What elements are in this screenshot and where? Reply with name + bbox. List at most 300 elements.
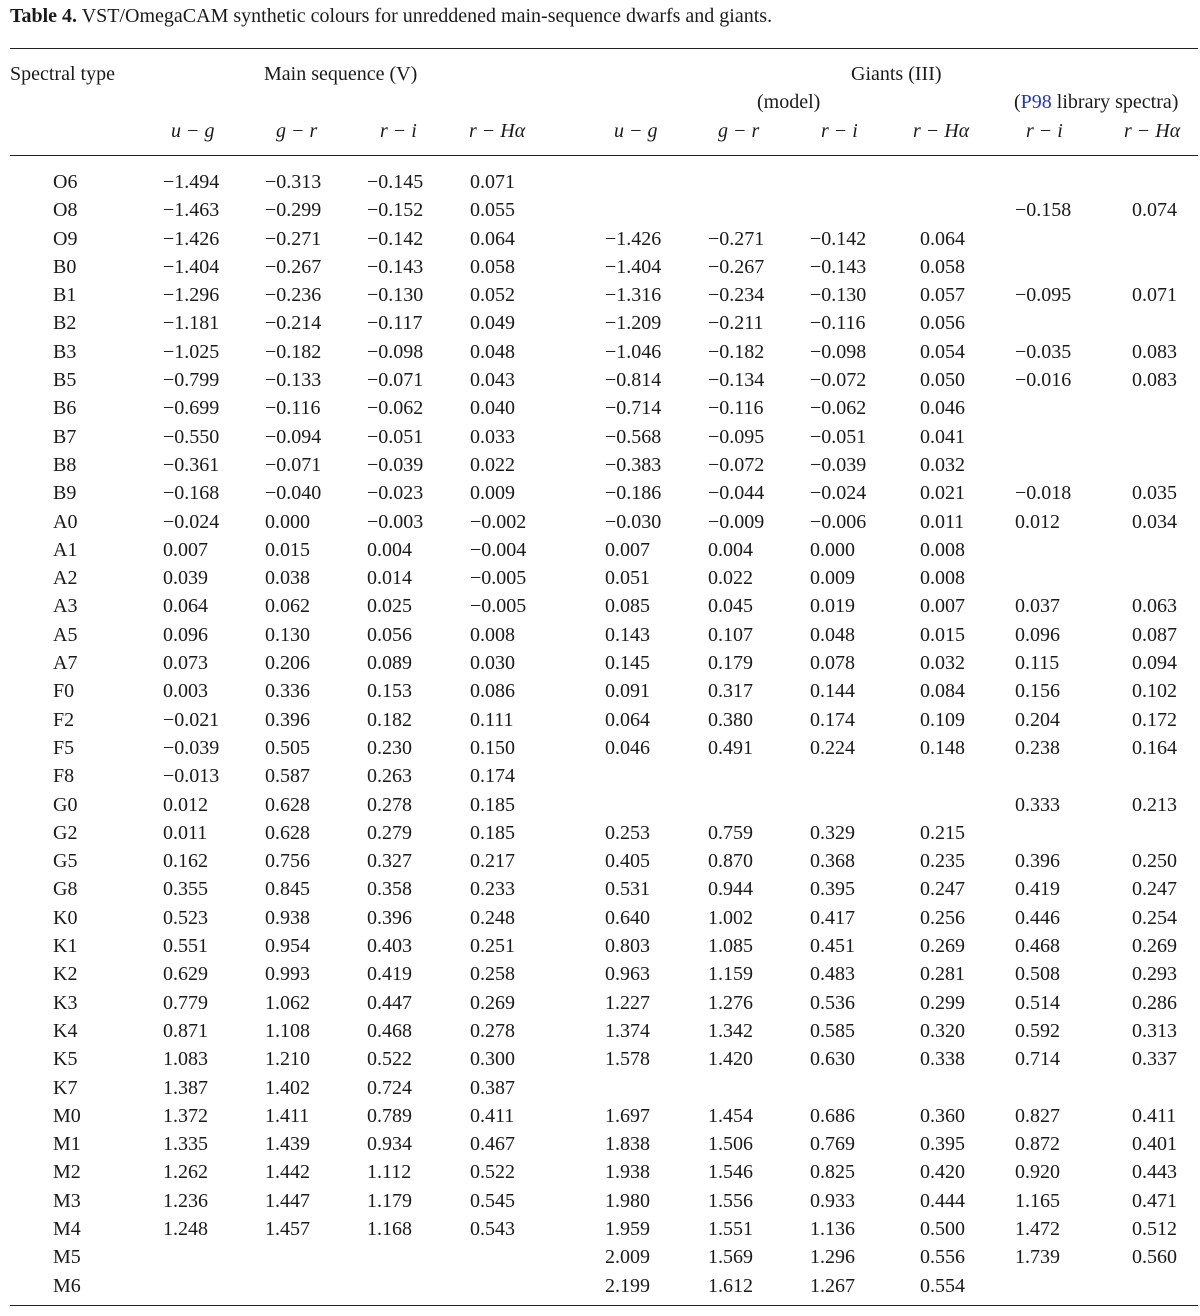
cell-library-r-halpha: 0.443 — [1132, 1161, 1177, 1184]
cell-ms-r-halpha: 0.086 — [470, 680, 515, 703]
cell-giants-u-g: 1.938 — [605, 1161, 650, 1184]
cell-giants-r-halpha: 0.395 — [920, 1133, 965, 1156]
table-row — [0, 309, 1200, 337]
cell-library-r-i: −0.158 — [1015, 199, 1072, 222]
cell-giants-u-g: 0.145 — [605, 652, 650, 675]
cell-library-r-halpha: 0.269 — [1132, 935, 1177, 958]
cell-ms-u-g: 0.011 — [163, 821, 208, 844]
cell-library-r-i: 0.037 — [1015, 595, 1060, 618]
table-label: Table 4. — [10, 5, 78, 27]
cell-giants-r-i: 0.585 — [810, 1019, 855, 1042]
cell-ms-r-halpha: 0.033 — [470, 425, 515, 448]
table-caption — [10, 4, 1190, 28]
p98-library-text: library spectra) — [1051, 91, 1179, 113]
table-row — [0, 1158, 1200, 1186]
cell-library-r-halpha: 0.071 — [1132, 284, 1177, 307]
cell-ms-g-r: −0.214 — [265, 312, 322, 335]
p98-citation-link[interactable]: P98 — [1020, 91, 1052, 113]
table-row — [0, 762, 1200, 790]
cell-giants-g-r: −0.234 — [708, 284, 765, 307]
table-row — [0, 564, 1200, 592]
cell-ms-r-halpha: 0.064 — [470, 227, 515, 250]
header-spectral-type: Spectral type — [10, 63, 115, 85]
cell-giants-r-halpha: 0.269 — [920, 935, 965, 958]
cell-ms-u-g: −0.039 — [163, 736, 220, 759]
subheader-library-r-i: r − i — [1026, 120, 1063, 142]
cell-giants-r-halpha: 0.247 — [920, 878, 965, 901]
cell-ms-r-i: −0.117 — [367, 312, 423, 335]
cell-ms-r-halpha: 0.049 — [470, 312, 515, 335]
table-row — [0, 225, 1200, 253]
cell-giants-r-halpha: 0.021 — [920, 482, 965, 505]
top-rule — [10, 48, 1198, 49]
cell-giants-u-g: −1.404 — [605, 255, 662, 278]
cell-ms-g-r: −0.094 — [265, 425, 322, 448]
cell-giants-r-halpha: 0.058 — [920, 255, 965, 278]
cell-ms-u-g: −0.024 — [163, 510, 220, 533]
cell-spectral-type: K1 — [53, 935, 78, 958]
cell-library-r-halpha: 0.034 — [1132, 510, 1177, 533]
cell-giants-u-g: 1.959 — [605, 1217, 650, 1240]
table-row — [0, 1074, 1200, 1102]
table-row — [0, 677, 1200, 705]
cell-ms-r-i: 0.447 — [367, 991, 412, 1014]
cell-library-r-i: 1.472 — [1015, 1217, 1060, 1240]
cell-spectral-type: A1 — [53, 538, 78, 561]
cell-library-r-halpha: 0.411 — [1132, 1104, 1177, 1127]
cell-library-r-i: 0.096 — [1015, 623, 1060, 646]
cell-giants-g-r: −0.267 — [708, 255, 765, 278]
header-rule — [10, 155, 1198, 156]
cell-ms-r-halpha: −0.005 — [470, 595, 527, 618]
cell-ms-r-halpha: 0.030 — [470, 652, 515, 675]
cell-giants-r-i: 0.536 — [810, 991, 855, 1014]
cell-giants-r-halpha: 0.011 — [920, 510, 965, 533]
cell-giants-r-halpha: 0.007 — [920, 595, 965, 618]
cell-giants-r-halpha: 0.556 — [920, 1246, 965, 1269]
cell-giants-r-halpha: 0.444 — [920, 1189, 965, 1212]
cell-giants-g-r: 0.107 — [708, 623, 753, 646]
cell-ms-g-r: 0.130 — [265, 623, 310, 646]
cell-ms-r-halpha: 0.055 — [470, 199, 515, 222]
cell-library-r-i: −0.016 — [1015, 369, 1072, 392]
cell-ms-r-halpha: 0.278 — [470, 1019, 515, 1042]
cell-ms-r-i: 0.522 — [367, 1048, 412, 1071]
cell-spectral-type: M5 — [53, 1246, 81, 1269]
cell-giants-g-r: 0.004 — [708, 538, 753, 561]
cell-giants-u-g: 1.980 — [605, 1189, 650, 1212]
table-row — [0, 281, 1200, 309]
cell-giants-r-i: 0.933 — [810, 1189, 855, 1212]
cell-giants-r-i: 0.483 — [810, 963, 855, 986]
table-row — [0, 1215, 1200, 1243]
table-row — [0, 479, 1200, 507]
cell-giants-u-g: 0.046 — [605, 736, 650, 759]
cell-ms-g-r: 0.206 — [265, 652, 310, 675]
cell-ms-u-g: 0.523 — [163, 906, 208, 929]
cell-giants-u-g: −0.030 — [605, 510, 662, 533]
cell-ms-r-i: −0.098 — [367, 340, 424, 363]
cell-giants-r-halpha: 0.056 — [920, 312, 965, 335]
table-row — [0, 366, 1200, 394]
cell-giants-r-i: 0.825 — [810, 1161, 855, 1184]
cell-giants-u-g: −0.383 — [605, 453, 662, 476]
cell-giants-g-r: −0.182 — [708, 340, 765, 363]
cell-giants-u-g: 0.064 — [605, 708, 650, 731]
subheader-ms-u-g: u − g — [171, 120, 215, 142]
cell-library-r-i: 0.827 — [1015, 1104, 1060, 1127]
cell-ms-r-i: −0.023 — [367, 482, 424, 505]
cell-library-r-halpha: 0.512 — [1132, 1217, 1177, 1240]
cell-giants-u-g: 0.143 — [605, 623, 650, 646]
cell-ms-r-halpha: −0.005 — [470, 567, 527, 590]
cell-library-r-halpha: 0.254 — [1132, 906, 1177, 929]
cell-giants-r-i: −0.130 — [810, 284, 867, 307]
cell-ms-g-r: −0.071 — [265, 453, 322, 476]
cell-ms-r-i: 0.327 — [367, 850, 412, 873]
subheader-ms-g-r: g − r — [276, 120, 318, 142]
cell-ms-g-r: −0.299 — [265, 199, 322, 222]
cell-giants-r-halpha: 0.148 — [920, 736, 965, 759]
cell-giants-r-i: 0.000 — [810, 538, 855, 561]
cell-giants-u-g: 0.405 — [605, 850, 650, 873]
cell-spectral-type: G2 — [53, 821, 78, 844]
table-row — [0, 1243, 1200, 1271]
table-row — [0, 196, 1200, 224]
cell-spectral-type: B0 — [53, 255, 77, 278]
cell-giants-u-g: 0.007 — [605, 538, 650, 561]
cell-library-r-halpha: 0.293 — [1132, 963, 1177, 986]
cell-giants-r-i: 0.686 — [810, 1104, 855, 1127]
cell-giants-g-r: −0.116 — [708, 397, 764, 420]
cell-ms-u-g: 0.629 — [163, 963, 208, 986]
cell-ms-r-i: 0.230 — [367, 736, 412, 759]
cell-ms-r-halpha: 0.251 — [470, 935, 515, 958]
subheader-giants-r-halpha: r − Hα — [913, 120, 970, 142]
cell-ms-r-halpha: 0.258 — [470, 963, 515, 986]
cell-library-r-halpha: 0.035 — [1132, 482, 1177, 505]
cell-ms-r-i: −0.152 — [367, 199, 424, 222]
cell-spectral-type: K3 — [53, 991, 78, 1014]
cell-library-r-i: 0.872 — [1015, 1133, 1060, 1156]
cell-spectral-type: F5 — [53, 736, 75, 759]
cell-giants-r-halpha: 0.420 — [920, 1161, 965, 1184]
cell-ms-g-r: 0.954 — [265, 935, 310, 958]
cell-giants-r-halpha: 0.500 — [920, 1217, 965, 1240]
cell-giants-u-g: −1.046 — [605, 340, 662, 363]
cell-library-r-i: 0.714 — [1015, 1048, 1060, 1071]
cell-ms-r-i: 1.168 — [367, 1217, 412, 1240]
cell-ms-r-halpha: 0.111 — [470, 708, 514, 731]
cell-giants-u-g: 0.963 — [605, 963, 650, 986]
cell-giants-u-g: 1.374 — [605, 1019, 650, 1042]
cell-giants-g-r: 1.551 — [708, 1217, 753, 1240]
cell-giants-u-g: 0.531 — [605, 878, 650, 901]
cell-library-r-i: 0.419 — [1015, 878, 1060, 901]
cell-spectral-type: B1 — [53, 284, 77, 307]
cell-library-r-halpha: 0.213 — [1132, 793, 1177, 816]
subheader-ms-r-halpha: r − Hα — [469, 120, 526, 142]
cell-giants-g-r: −0.271 — [708, 227, 765, 250]
cell-ms-g-r: 1.062 — [265, 991, 310, 1014]
cell-ms-u-g: −0.168 — [163, 482, 220, 505]
table-row — [0, 989, 1200, 1017]
table-row — [0, 423, 1200, 451]
cell-ms-r-i: 0.358 — [367, 878, 412, 901]
cell-ms-g-r: −0.267 — [265, 255, 322, 278]
cell-ms-g-r: 1.447 — [265, 1189, 310, 1212]
cell-library-r-i: −0.018 — [1015, 482, 1072, 505]
cell-giants-r-halpha: 0.109 — [920, 708, 965, 731]
subheader-library-r-halpha: r − Hα — [1124, 120, 1181, 142]
cell-library-r-i: 1.165 — [1015, 1189, 1060, 1212]
cell-giants-u-g: 1.838 — [605, 1133, 650, 1156]
cell-ms-r-i: 0.419 — [367, 963, 412, 986]
cell-ms-r-i: −0.039 — [367, 453, 424, 476]
cell-library-r-halpha: 0.247 — [1132, 878, 1177, 901]
cell-ms-g-r: 0.038 — [265, 567, 310, 590]
cell-giants-r-i: −0.039 — [810, 453, 867, 476]
cell-spectral-type: M2 — [53, 1161, 81, 1184]
cell-spectral-type: F2 — [53, 708, 75, 731]
cell-ms-r-i: −0.145 — [367, 171, 424, 193]
cell-ms-r-halpha: 0.052 — [470, 284, 515, 307]
cell-giants-r-i: 0.048 — [810, 623, 855, 646]
cell-ms-r-halpha: 0.248 — [470, 906, 515, 929]
cell-ms-g-r: 0.396 — [265, 708, 310, 731]
table-row — [0, 1102, 1200, 1130]
cell-ms-r-i: 0.014 — [367, 567, 412, 590]
cell-ms-u-g: 0.012 — [163, 793, 208, 816]
cell-spectral-type: G0 — [53, 793, 78, 816]
cell-giants-g-r: −0.044 — [708, 482, 765, 505]
cell-ms-u-g: 0.003 — [163, 680, 208, 703]
cell-giants-r-halpha: 0.215 — [920, 821, 965, 844]
cell-spectral-type: A2 — [53, 567, 78, 590]
cell-ms-r-halpha: 0.008 — [470, 623, 515, 646]
cell-giants-r-halpha: 0.320 — [920, 1019, 965, 1042]
cell-ms-r-i: −0.071 — [367, 369, 424, 392]
cell-ms-r-i: 0.089 — [367, 652, 412, 675]
table-row — [0, 1045, 1200, 1073]
cell-giants-g-r: 1.276 — [708, 991, 753, 1014]
table-row — [0, 791, 1200, 819]
cell-spectral-type: A5 — [53, 623, 78, 646]
cell-giants-g-r: 1.002 — [708, 906, 753, 929]
cell-giants-g-r: 1.085 — [708, 935, 753, 958]
cell-ms-g-r: 1.457 — [265, 1217, 310, 1240]
cell-library-r-halpha: 0.172 — [1132, 708, 1177, 731]
cell-giants-u-g: 1.697 — [605, 1104, 650, 1127]
cell-library-r-i: 0.468 — [1015, 935, 1060, 958]
cell-ms-r-i: 0.396 — [367, 906, 412, 929]
cell-giants-r-i: 0.174 — [810, 708, 855, 731]
cell-giants-r-halpha: 0.008 — [920, 567, 965, 590]
cell-ms-g-r: 1.439 — [265, 1133, 310, 1156]
table-body — [0, 168, 1200, 1300]
cell-giants-r-halpha: 0.084 — [920, 680, 965, 703]
cell-ms-u-g: −0.361 — [163, 453, 220, 476]
cell-giants-r-i: 0.078 — [810, 652, 855, 675]
table-row — [0, 847, 1200, 875]
cell-ms-u-g: −0.699 — [163, 397, 220, 420]
cell-spectral-type: B9 — [53, 482, 77, 505]
cell-giants-g-r: 0.759 — [708, 821, 753, 844]
cell-giants-r-i: −0.143 — [810, 255, 867, 278]
table-row — [0, 904, 1200, 932]
cell-spectral-type: M1 — [53, 1133, 81, 1156]
header-library-spectra — [1014, 90, 1178, 114]
cell-ms-r-halpha: 0.217 — [470, 850, 515, 873]
cell-giants-u-g: 0.640 — [605, 906, 650, 929]
cell-giants-r-i: 0.019 — [810, 595, 855, 618]
cell-library-r-halpha: 0.063 — [1132, 595, 1177, 618]
cell-giants-g-r: 1.546 — [708, 1161, 753, 1184]
cell-library-r-i: 0.514 — [1015, 991, 1060, 1014]
cell-giants-r-halpha: 0.015 — [920, 623, 965, 646]
cell-spectral-type: B5 — [53, 369, 77, 392]
cell-library-r-i: 1.739 — [1015, 1246, 1060, 1269]
cell-ms-u-g: 1.372 — [163, 1104, 208, 1127]
cell-ms-g-r: 0.336 — [265, 680, 310, 703]
cell-giants-u-g: 1.578 — [605, 1048, 650, 1071]
cell-giants-g-r: 0.491 — [708, 736, 753, 759]
table-row — [0, 1272, 1200, 1300]
cell-giants-r-i: 1.267 — [810, 1274, 855, 1297]
cell-giants-u-g: 0.091 — [605, 680, 650, 703]
cell-giants-g-r: −0.211 — [708, 312, 764, 335]
cell-giants-u-g: −1.316 — [605, 284, 662, 307]
cell-ms-g-r: −0.182 — [265, 340, 322, 363]
cell-ms-r-halpha: 0.150 — [470, 736, 515, 759]
table-row — [0, 1130, 1200, 1158]
cell-giants-r-halpha: 0.299 — [920, 991, 965, 1014]
cell-spectral-type: O9 — [53, 227, 78, 250]
cell-spectral-type: B7 — [53, 425, 77, 448]
cell-giants-g-r: 0.179 — [708, 652, 753, 675]
cell-giants-u-g: −0.186 — [605, 482, 662, 505]
cell-ms-u-g: −1.463 — [163, 199, 220, 222]
cell-ms-g-r: 1.108 — [265, 1019, 310, 1042]
cell-giants-r-i: 1.296 — [810, 1246, 855, 1269]
cell-ms-u-g: 1.083 — [163, 1048, 208, 1071]
cell-ms-r-halpha: 0.022 — [470, 453, 515, 476]
cell-library-r-i: 0.446 — [1015, 906, 1060, 929]
cell-library-r-halpha: 0.250 — [1132, 850, 1177, 873]
table-row — [0, 508, 1200, 536]
p98-open-paren: ( — [1014, 91, 1021, 113]
table-row — [0, 394, 1200, 422]
cell-ms-u-g: −1.181 — [163, 312, 220, 335]
cell-ms-u-g: 0.096 — [163, 623, 208, 646]
cell-giants-g-r: −0.009 — [708, 510, 765, 533]
cell-spectral-type: K5 — [53, 1048, 78, 1071]
cell-spectral-type: M6 — [53, 1274, 81, 1297]
cell-ms-g-r: 0.993 — [265, 963, 310, 986]
cell-spectral-type: M0 — [53, 1104, 81, 1127]
cell-library-r-halpha: 0.313 — [1132, 1019, 1177, 1042]
cell-giants-r-halpha: 0.554 — [920, 1274, 965, 1297]
cell-ms-r-i: −0.051 — [367, 425, 424, 448]
cell-spectral-type: F0 — [53, 680, 75, 703]
cell-ms-u-g: 1.387 — [163, 1076, 208, 1099]
cell-spectral-type: B6 — [53, 397, 77, 420]
cell-ms-r-halpha: 0.040 — [470, 397, 515, 420]
cell-ms-r-i: 0.025 — [367, 595, 412, 618]
cell-ms-r-i: 0.934 — [367, 1133, 412, 1156]
cell-giants-r-halpha: 0.281 — [920, 963, 965, 986]
cell-giants-r-i: −0.142 — [810, 227, 867, 250]
cell-ms-r-i: 1.179 — [367, 1189, 412, 1212]
cell-giants-r-i: −0.006 — [810, 510, 867, 533]
cell-ms-u-g: 0.355 — [163, 878, 208, 901]
cell-giants-r-i: 0.224 — [810, 736, 855, 759]
cell-library-r-i: −0.095 — [1015, 284, 1072, 307]
table-row — [0, 875, 1200, 903]
subheader-giants-g-r: g − r — [718, 120, 760, 142]
cell-giants-r-halpha: 0.360 — [920, 1104, 965, 1127]
cell-giants-g-r: 1.569 — [708, 1246, 753, 1269]
cell-ms-r-i: 0.004 — [367, 538, 412, 561]
cell-giants-g-r: 0.380 — [708, 708, 753, 731]
cell-ms-g-r: −0.116 — [265, 397, 321, 420]
cell-spectral-type: B8 — [53, 453, 77, 476]
cell-ms-r-halpha: 0.300 — [470, 1048, 515, 1071]
cell-giants-r-i: 0.417 — [810, 906, 855, 929]
table-row — [0, 932, 1200, 960]
table-row — [0, 706, 1200, 734]
cell-giants-r-halpha: 0.338 — [920, 1048, 965, 1071]
cell-giants-r-i: −0.098 — [810, 340, 867, 363]
header-giants: Giants (III) — [851, 63, 942, 85]
cell-ms-r-halpha: 0.043 — [470, 369, 515, 392]
cell-ms-r-i: 0.278 — [367, 793, 412, 816]
cell-ms-r-i: −0.142 — [367, 227, 424, 250]
cell-library-r-halpha: 0.102 — [1132, 680, 1177, 703]
table-caption-text: VST/OmegaCAM synthetic colours for unreddened main-sequence dwarfs and giants. — [81, 5, 773, 27]
cell-library-r-i: −0.035 — [1015, 340, 1072, 363]
cell-ms-g-r: 1.442 — [265, 1161, 310, 1184]
cell-spectral-type: M4 — [53, 1217, 81, 1240]
table-row — [0, 253, 1200, 281]
cell-spectral-type: K7 — [53, 1076, 78, 1099]
cell-ms-g-r: −0.133 — [265, 369, 322, 392]
cell-giants-g-r: 0.022 — [708, 567, 753, 590]
cell-giants-g-r: 1.454 — [708, 1104, 753, 1127]
cell-ms-r-i: −0.143 — [367, 255, 424, 278]
cell-ms-r-halpha: 0.467 — [470, 1133, 515, 1156]
cell-ms-g-r: −0.313 — [265, 171, 322, 193]
table-row — [0, 451, 1200, 479]
cell-spectral-type: K2 — [53, 963, 78, 986]
cell-giants-g-r: 1.420 — [708, 1048, 753, 1071]
cell-ms-u-g: 0.039 — [163, 567, 208, 590]
cell-giants-g-r: 0.944 — [708, 878, 753, 901]
table-row — [0, 168, 1200, 196]
cell-giants-g-r: 0.317 — [708, 680, 753, 703]
cell-giants-u-g: 1.227 — [605, 991, 650, 1014]
cell-ms-g-r: 1.402 — [265, 1076, 310, 1099]
cell-library-r-i: 0.156 — [1015, 680, 1060, 703]
cell-giants-u-g: 2.199 — [605, 1274, 650, 1297]
cell-ms-r-i: 0.153 — [367, 680, 412, 703]
cell-library-r-i: 0.012 — [1015, 510, 1060, 533]
cell-ms-r-i: 0.724 — [367, 1076, 412, 1099]
cell-ms-u-g: 0.779 — [163, 991, 208, 1014]
cell-giants-u-g: 2.009 — [605, 1246, 650, 1269]
cell-ms-r-halpha: 0.543 — [470, 1217, 515, 1240]
cell-spectral-type: F8 — [53, 765, 75, 788]
